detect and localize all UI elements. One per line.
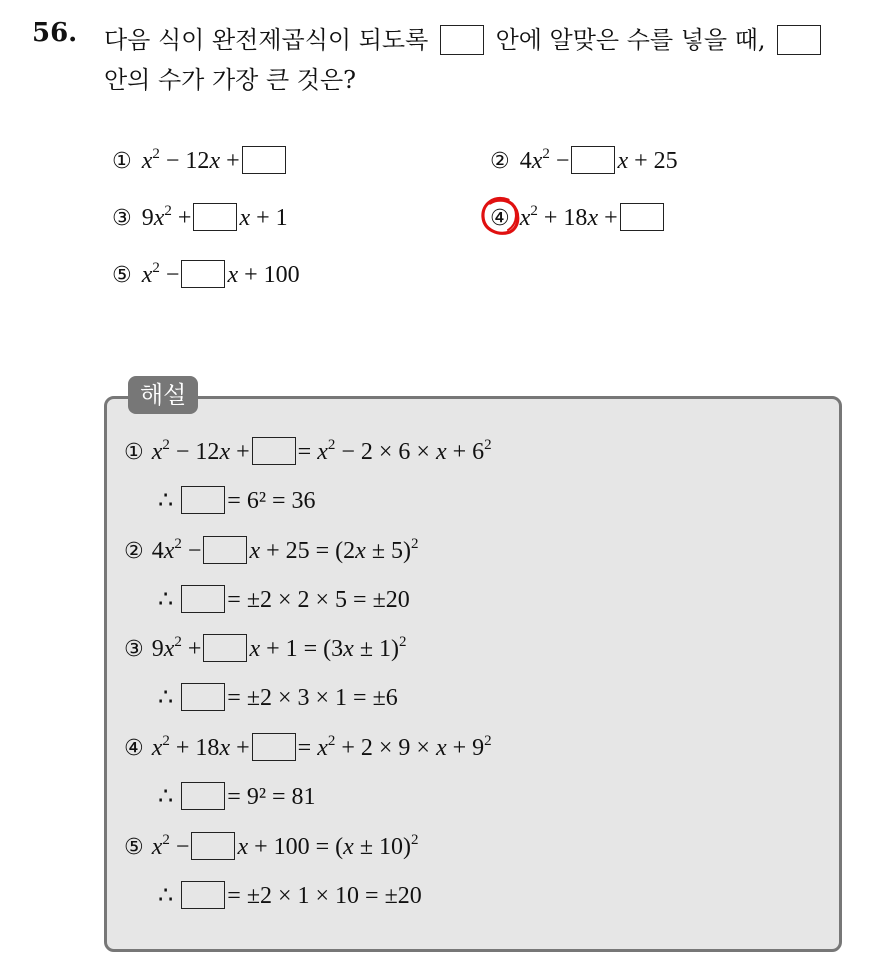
solution-1-equation: ① $x^2 - 12x$ + = $x^2 - 2 \times 6 \times x + 6^2$ [124,437,492,465]
blank-box [191,832,235,860]
question-number: 56. [32,18,78,48]
solution-1-result: ∴ = 6² = 36 [158,488,316,514]
blank-box [181,881,225,909]
solution-4-result: ∴ = 9² = 81 [158,784,316,810]
blank-box [203,634,247,662]
question-text-a: 다음 식이 완전제곱식이 되도록 [104,26,429,54]
option-3[interactable]: ③ $9x^2 + x + 1$ [112,203,288,231]
solution-3-equation: ③ $9x^2 + x + 1 = (3x \pm 1)^2$ [124,634,407,662]
solution-2-result: ∴ = ±2 × 2 × 5 = ±20 [158,587,410,613]
blank-box [242,146,286,174]
blank-box [203,536,247,564]
option-number: ⑤ [112,263,132,288]
blank-box [181,683,225,711]
explanation-panel [104,396,842,952]
blank-box [252,437,296,465]
blank-box [181,486,225,514]
option-number: ③ [112,206,132,231]
answer-mark-circle [478,194,522,238]
option-5[interactable]: ⑤ $x^2 - x + 100$ [112,260,300,288]
blank-box [571,146,615,174]
question-text-line1 [104,20,825,55]
option-number: ④ [490,206,510,231]
blank-box [252,733,296,761]
option-number: ② [490,149,510,174]
option-1[interactable]: ① $x^2 - 12x$ + [112,146,288,175]
option-4[interactable]: ④ $x^2 + 18x$ + [490,203,666,232]
solution-2-equation: ② $4x^2 - x + 25 = (2x \pm 5)^2$ [124,536,419,564]
explanation-title: 해설 [128,376,198,414]
solution-3-result: ∴ = ±2 × 3 × 1 = ±6 [158,685,398,711]
solution-5-result: ∴ = ±2 × 1 × 10 = ±20 [158,883,422,909]
question-text-line2: 안의 수가 가장 큰 것은? [104,66,357,94]
question-text-b: 안에 알맞은 수를 넣을 때, [495,26,766,54]
solution-5-equation: ⑤ $x^2 - x + 100 = (x \pm 10)^2$ [124,832,419,860]
answer-blank-box [440,25,484,55]
blank-box [181,260,225,288]
blank-box [193,203,237,231]
blank-box [181,585,225,613]
answer-blank-box [777,25,821,55]
blank-box [620,203,664,231]
option-number: ① [112,149,132,174]
solution-4-equation: ④ $x^2 + 18x$ + = $x^2 + 2 \times 9 \times x + 9^2$ [124,733,492,761]
blank-box [181,782,225,810]
option-2[interactable]: ② $4x^2 - x + 25$ [490,146,678,174]
